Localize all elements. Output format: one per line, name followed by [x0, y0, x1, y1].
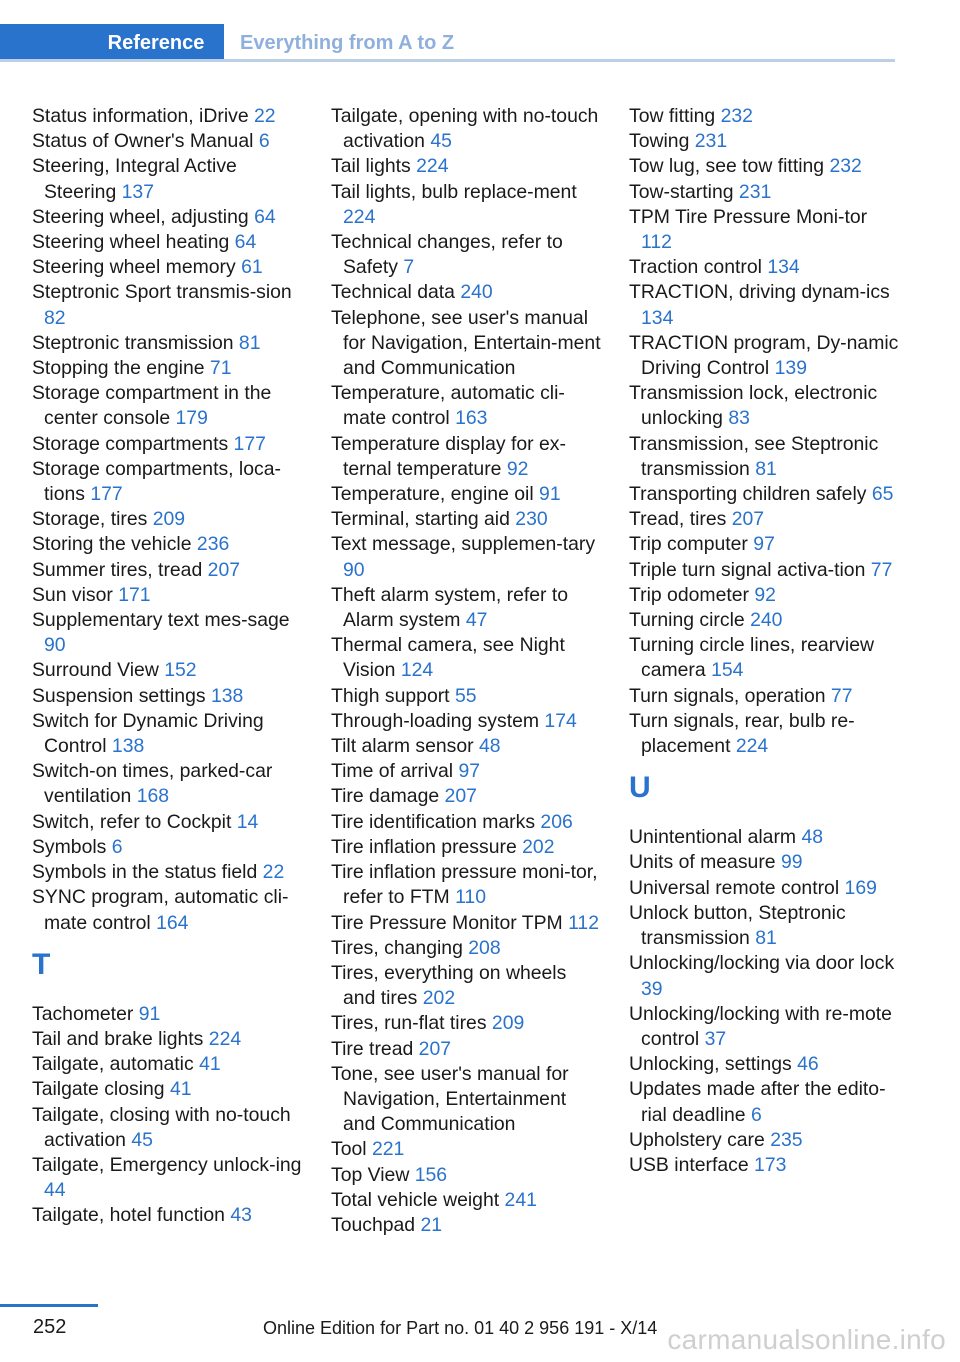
index-entry-text: Transporting children safely [629, 483, 867, 506]
index-entry-text: Theft alarm system, refer to Alarm system [331, 583, 569, 632]
index-entry [32, 331, 302, 356]
index-entry-text: Technical data [331, 281, 455, 304]
chapter-tab-a-to-z: Everything from A to Z [240, 31, 455, 54]
index-entry [331, 583, 601, 633]
index-entry [331, 482, 601, 507]
index-entry [331, 280, 601, 305]
index-entry [331, 709, 601, 734]
index-page-link[interactable]: 207 [207, 558, 241, 581]
index-page-link[interactable]: 64 [254, 205, 276, 228]
index-entry [331, 911, 601, 936]
index-page-link[interactable]: 208 [468, 936, 501, 959]
index-page-link[interactable]: 179 [175, 407, 208, 430]
index-entry [629, 280, 899, 330]
index-entry-text: Tailgate, hotel function [32, 1204, 225, 1227]
index-entry [629, 901, 899, 951]
index-entry-text: Trip odometer [629, 583, 749, 606]
index-page-link[interactable]: 124 [400, 659, 434, 682]
index-entry [32, 205, 302, 230]
index-entry-text: Top View [331, 1163, 410, 1186]
index-page-link[interactable]: 134 [767, 256, 800, 279]
index-entry-text: TRACTION program, Dy-namic Driving Control [629, 331, 899, 380]
index-entry [32, 1153, 302, 1203]
index-entry [331, 1213, 601, 1238]
index-entry [629, 608, 899, 633]
index-page-link[interactable]: 231 [694, 130, 728, 153]
index-page-link[interactable]: 46 [797, 1053, 819, 1076]
index-page-link[interactable]: 224 [343, 205, 376, 228]
index-entry [629, 381, 899, 431]
index-page-link[interactable]: 240 [460, 281, 493, 304]
index-page-link[interactable]: 168 [136, 785, 170, 808]
index-entry-text: Tail lights [331, 155, 411, 178]
index-entry-text: Unlocking/locking with re-mote control [629, 1002, 892, 1050]
index-letter-heading: U [629, 771, 651, 805]
index-page-link[interactable]: 77 [870, 558, 893, 581]
index-entry-text: Traction control [629, 256, 762, 279]
index-entry-text: Thermal camera, see Night Vision [331, 634, 565, 682]
index-entry-text: Storing the vehicle [32, 533, 192, 556]
index-entry [629, 1002, 899, 1052]
index-entry-text: Terminal, starting aid [331, 508, 510, 531]
index-entry [32, 1052, 302, 1077]
index-page-link[interactable]: 91 [539, 483, 561, 506]
index-entry [629, 532, 899, 557]
index-page-link[interactable]: 236 [196, 533, 230, 556]
index-page-link[interactable]: 163 [455, 407, 488, 430]
index-entry [32, 583, 302, 608]
index-entry-text: Steptronic Sport transmis-sion [32, 281, 292, 304]
index-entry [32, 658, 302, 683]
index-page-link[interactable]: 64 [234, 231, 257, 254]
index-entry-text: Storage compartments, loca-tions [32, 457, 281, 506]
index-entry [331, 154, 601, 179]
index-page-link[interactable]: 83 [728, 407, 750, 430]
index-page-link[interactable]: 99 [780, 851, 803, 874]
index-entry-text: Tires, everything on wheels and tires [331, 961, 567, 1010]
index-entry [331, 860, 601, 910]
index-page-link[interactable]: 112 [641, 231, 672, 254]
index-entry [629, 482, 899, 507]
index-entry [629, 154, 899, 179]
index-entry [629, 876, 899, 901]
index-entry-text: Units of measure [629, 851, 776, 874]
index-entry-text: SYNC program, automatic cli-mate control [32, 886, 289, 934]
index-entry-text: Universal remote control [629, 876, 840, 899]
index-page-link[interactable]: 6 [750, 1103, 762, 1126]
index-entry-text: Tailgate, Emergency unlock-ing [32, 1153, 302, 1176]
index-entry [32, 356, 302, 381]
footer-rule [0, 1304, 98, 1307]
index-entry [629, 104, 899, 129]
index-entry-text: Telephone, see user's manual for Navigation, Entertain-ment and Communication [331, 306, 601, 380]
edition-text: Online Edition for Part no. 01 40 2 956 191 - X/14 [263, 1318, 658, 1338]
index-page-link[interactable]: 45 [430, 130, 452, 153]
index-entry [629, 1128, 899, 1153]
index-page-link[interactable]: 209 [491, 1012, 525, 1035]
index-entry [629, 709, 899, 759]
index-entry [331, 835, 601, 860]
index-entry-text: TPM Tire Pressure Moni-tor [629, 205, 868, 228]
index-entry [32, 1077, 302, 1102]
index-page-link[interactable]: 209 [152, 508, 186, 531]
index-entry-text: Switch-on times, parked-car ventilation [32, 760, 273, 808]
index-entry [32, 684, 302, 709]
index-entry-text: Tail and brake lights [32, 1027, 204, 1050]
index-page-link[interactable]: 177 [90, 483, 123, 506]
index-entry [629, 633, 899, 683]
index-column-1 [32, 104, 302, 1229]
index-page-link[interactable]: 22 [254, 105, 276, 127]
index-page-link[interactable]: 43 [230, 1204, 252, 1227]
index-page-link[interactable]: 207 [418, 1037, 452, 1060]
index-entry-text: Transmission lock, electronic unlocking [629, 382, 878, 430]
index-page-link[interactable]: 81 [238, 331, 261, 354]
index-entry-text: Tilt alarm sensor [331, 735, 474, 758]
index-entry-text: Tires, run-flat tires [331, 1012, 487, 1035]
index-entry-text: Steering wheel memory [32, 256, 236, 279]
index-page-link[interactable]: 61 [241, 256, 263, 279]
index-entry-text: Tone, see user's manual for Navigation, Entertainment and Communication [331, 1062, 569, 1136]
index-page-link[interactable]: 156 [414, 1163, 448, 1186]
index-entry [331, 1062, 601, 1138]
index-entry-text: Steering wheel heating [32, 231, 230, 254]
index-page-link[interactable]: 14 [236, 810, 259, 833]
index-entry [331, 810, 601, 835]
index-entry [629, 583, 899, 608]
index-page-link[interactable]: 202 [422, 987, 456, 1010]
index-entry [32, 608, 302, 658]
index-page-link[interactable]: 22 [262, 861, 285, 884]
index-page-link[interactable]: 207 [444, 785, 477, 808]
index-page-link[interactable]: 232 [720, 105, 753, 127]
index-page-link[interactable]: 112 [568, 911, 599, 934]
section-tab-label: Reference [107, 31, 205, 54]
index-entry-text: Tool [331, 1138, 367, 1161]
index-entry-text: Unlocking, settings [629, 1053, 792, 1076]
index-entry-text: Tail lights, bulb replace-ment [331, 180, 577, 203]
index-entry-text: Tachometer [32, 1002, 134, 1025]
index-entry [629, 684, 899, 709]
index-letter-heading: T [32, 947, 51, 981]
index-entry-text: Status of Owner's Manual [32, 130, 254, 153]
index-entry [32, 860, 302, 885]
index-entry [331, 784, 601, 809]
index-entry [331, 507, 601, 532]
index-page-link[interactable]: 241 [504, 1188, 537, 1211]
index-entry-text: Updates made after the edito-rial deadline [629, 1078, 886, 1126]
index-page-link[interactable]: 164 [156, 911, 189, 934]
index-page-link[interactable]: 71 [209, 357, 232, 380]
index-entry [32, 381, 302, 431]
index-entry-text: Steptronic transmission [32, 331, 234, 354]
index-entry [32, 810, 302, 835]
index-entry [32, 280, 302, 330]
index-entry-text: Temperature, engine oil [331, 483, 534, 506]
index-entry-text: Total vehicle weight [331, 1188, 500, 1211]
index-page-link[interactable]: 65 [871, 483, 894, 506]
index-page-link[interactable]: 139 [774, 357, 807, 380]
index-entry [32, 104, 302, 129]
index-entry-text: Tire identification marks [331, 810, 536, 833]
index-page-link[interactable]: 90 [44, 634, 66, 657]
index-entry [629, 1153, 899, 1178]
index-page-link[interactable]: 97 [753, 533, 775, 556]
index-entry [32, 885, 302, 935]
index-page-link[interactable]: 41 [169, 1078, 192, 1101]
index-entry-text: Tow-starting [629, 180, 734, 203]
index-entry [331, 936, 601, 961]
page-header [0, 24, 895, 62]
index-entry [32, 432, 302, 457]
index-entry [629, 507, 899, 532]
index-entry [32, 457, 302, 507]
page-number: 252 [33, 1316, 67, 1338]
index-entry [331, 1037, 601, 1062]
index-entry [331, 1011, 601, 1036]
index-entry [331, 633, 601, 683]
index-entry-text: Trip computer [629, 533, 748, 556]
index-entry [331, 734, 601, 759]
index-entry-text: Storage compartments [32, 432, 229, 455]
index-entry [331, 961, 601, 1011]
index-entry-text: Turn signals, operation [629, 684, 826, 707]
index-page-link[interactable]: 232 [829, 155, 862, 178]
index-entry-text: Tires, changing [331, 936, 463, 959]
index-entry [629, 205, 899, 255]
index-entry-text: Unlock button, Steptronic transmission [629, 901, 846, 950]
index-page-link[interactable]: 240 [750, 609, 783, 632]
index-entry-text: Summer tires, tread [32, 558, 203, 581]
index-page-link[interactable]: 91 [138, 1002, 161, 1025]
index-page-link[interactable]: 41 [199, 1053, 221, 1076]
index-entry [331, 759, 601, 784]
index-page-link[interactable]: 224 [735, 735, 769, 758]
index-entry [331, 104, 601, 154]
index-page-link[interactable]: 90 [343, 558, 365, 581]
index-entry-text: Tailgate, opening with no-touch activation [331, 105, 599, 153]
index-entry-text: Turn signals, rear, bulb re-placement [629, 709, 855, 758]
index-entry-text: Switch for Dynamic Driving Control [32, 709, 264, 758]
index-page-link[interactable]: 154 [711, 659, 744, 682]
index-page-link[interactable]: 39 [641, 977, 663, 1000]
index-entry [32, 532, 302, 557]
index-entry-text: Steering wheel, adjusting [32, 205, 249, 228]
index-entry [629, 951, 899, 1001]
index-entry-text: Switch, refer to Cockpit [32, 810, 232, 833]
index-page-link[interactable]: 138 [210, 684, 244, 707]
index-page-link[interactable]: 224 [416, 155, 449, 178]
index-entry-text: Thigh support [331, 684, 450, 707]
index-page-link[interactable]: 97 [458, 760, 481, 783]
index-entry-text: Symbols in the status field [32, 861, 258, 884]
index-page-link[interactable]: 110 [455, 886, 486, 909]
index-entry-text: Tire tread [331, 1037, 414, 1060]
index-column-2 [331, 104, 601, 1238]
index-entry [32, 1027, 302, 1052]
index-entry [32, 709, 302, 759]
index-page-link[interactable]: 81 [755, 457, 777, 480]
index-page-link[interactable]: 134 [641, 306, 674, 329]
index-entry-text: Tailgate, automatic [32, 1053, 194, 1076]
index-entry [32, 230, 302, 255]
index-entry-text: Touchpad [331, 1213, 416, 1236]
index-page-link[interactable]: 6 [258, 130, 270, 153]
index-entry-text: Through-loading system [331, 709, 540, 732]
index-entry [331, 1137, 601, 1162]
index-entry [32, 759, 302, 809]
index-page-link[interactable]: 6 [111, 835, 123, 858]
index-entry [331, 432, 601, 482]
index-entry-text: Stopping the engine [32, 357, 205, 380]
index-entry [629, 180, 899, 205]
index-entry [629, 825, 899, 850]
header-rule [0, 59, 895, 62]
index-entry-text: Unlocking/locking via door lock [629, 952, 895, 975]
index-entry-text: Storage compartment in the center console [32, 382, 272, 430]
index-entry-text: Temperature display for ex-ternal temperature [331, 432, 566, 480]
index-page-link[interactable]: 92 [506, 457, 529, 480]
index-entry-text: Tailgate, closing with no-touch activation [32, 1103, 291, 1151]
index-entry-text: Tire inflation pressure moni-tor, refer to FTM [331, 861, 598, 909]
index-page-link[interactable]: 207 [731, 508, 765, 531]
index-entry [629, 255, 899, 280]
index-entry-text: Tire inflation pressure [331, 835, 517, 858]
index-page-link[interactable]: 177 [233, 432, 266, 455]
index-page-link[interactable]: 48 [801, 826, 824, 849]
index-entry [32, 154, 302, 204]
index-page-link[interactable]: 45 [131, 1128, 153, 1151]
index-entry [32, 1002, 302, 1027]
index-entry-text: Sun visor [32, 583, 113, 606]
index-page-link[interactable]: 21 [420, 1213, 443, 1236]
index-entry [629, 558, 899, 583]
index-entry-text: Tread, tires [629, 508, 727, 531]
index-page-link[interactable]: 152 [164, 659, 197, 682]
watermark: carmanualsonline.info [667, 1324, 946, 1355]
index-page-link[interactable]: 44 [44, 1179, 66, 1202]
index-page-link[interactable]: 7 [403, 256, 415, 279]
index-entry [331, 532, 601, 582]
index-entry [331, 306, 601, 382]
index-page-link[interactable]: 81 [755, 927, 777, 950]
index-entry [32, 255, 302, 280]
index-page-link[interactable]: 55 [454, 684, 477, 707]
index-entry [32, 129, 302, 154]
index-entry-text: Towing [629, 130, 690, 153]
index-entry-text: Status information, iDrive [32, 105, 249, 127]
index-page-link[interactable]: 47 [465, 609, 488, 632]
index-entry-text: Turning circle [629, 609, 745, 632]
index-page-link[interactable]: 82 [44, 306, 66, 329]
index-entry [331, 1163, 601, 1188]
index-entry [32, 507, 302, 532]
index-entry-text: TRACTION, driving dynam-ics [629, 281, 890, 304]
index-page-link[interactable]: 138 [111, 735, 145, 758]
index-entry-text: Turning circle lines, rearview camera [629, 634, 874, 682]
index-entry [32, 1103, 302, 1153]
index-entry [331, 230, 601, 280]
index-entry-text: Steering, Integral Active Steering [32, 155, 237, 203]
index-entry-text: Upholstery care [629, 1128, 765, 1151]
index-entry [331, 381, 601, 431]
index-entry-text: Transmission, see Steptronic transmission [629, 432, 879, 480]
index-column-3 [629, 104, 899, 1178]
index-entry-text: Surround View [32, 659, 159, 682]
index-entry [629, 129, 899, 154]
index-page-link[interactable]: 37 [704, 1027, 727, 1050]
index-page-link[interactable]: 202 [522, 835, 555, 858]
index-entry [32, 558, 302, 583]
index-page-link[interactable]: 174 [544, 709, 577, 732]
index-page-link[interactable]: 206 [540, 810, 573, 833]
index-entry-text: Time of arrival [331, 760, 454, 783]
index-page-link[interactable]: 173 [754, 1153, 787, 1176]
index-page-link[interactable]: 169 [844, 876, 877, 899]
index-page-link[interactable]: 235 [770, 1128, 803, 1151]
index-entry-text: USB interface [629, 1153, 749, 1176]
index-entry [331, 1188, 601, 1213]
index-entry-text: Supplementary text mes-sage [32, 609, 290, 632]
index-entry [629, 432, 899, 482]
index-entry-text: Triple turn signal activa-tion [629, 558, 866, 581]
index-entry-text: Tow lug, see tow fitting [629, 155, 825, 178]
index-entry [32, 835, 302, 860]
index-page-link[interactable]: 231 [738, 180, 772, 203]
index-entry-text: Symbols [32, 835, 107, 858]
index-page-link[interactable]: 221 [371, 1138, 405, 1161]
index-page-link[interactable]: 230 [515, 508, 548, 531]
index-entry-text: Storage, tires [32, 508, 148, 531]
index-page-link[interactable]: 224 [208, 1027, 242, 1050]
index-entry-text: Temperature, automatic cli-mate control [331, 382, 565, 430]
index-entry-text: Technical changes, refer to Safety [331, 231, 563, 279]
index-page-link[interactable]: 171 [118, 583, 151, 606]
index-entry-text: Text message, supplemen-tary [331, 533, 596, 556]
section-tab-reference [0, 24, 224, 62]
index-entry [629, 1077, 899, 1127]
index-entry-text: Tailgate closing [32, 1078, 165, 1101]
index-entry [32, 1203, 302, 1228]
index-entry-text: Unintentional alarm [629, 826, 797, 849]
index-entry [331, 180, 601, 230]
index-entry-text: Tire Pressure Monitor TPM [331, 911, 563, 934]
index-page-link[interactable]: 137 [121, 180, 154, 203]
index-entry [629, 1052, 899, 1077]
index-entry [629, 850, 899, 875]
index-entry [331, 684, 601, 709]
index-entry [629, 331, 899, 381]
index-entry-text: Tire damage [331, 785, 440, 808]
index-page-link[interactable]: 92 [754, 583, 776, 606]
index-page-link[interactable]: 77 [830, 684, 853, 707]
index-entry-text: Suspension settings [32, 684, 206, 707]
index-page-link[interactable]: 48 [478, 735, 501, 758]
index-entry-text: Tow fitting [629, 105, 716, 127]
